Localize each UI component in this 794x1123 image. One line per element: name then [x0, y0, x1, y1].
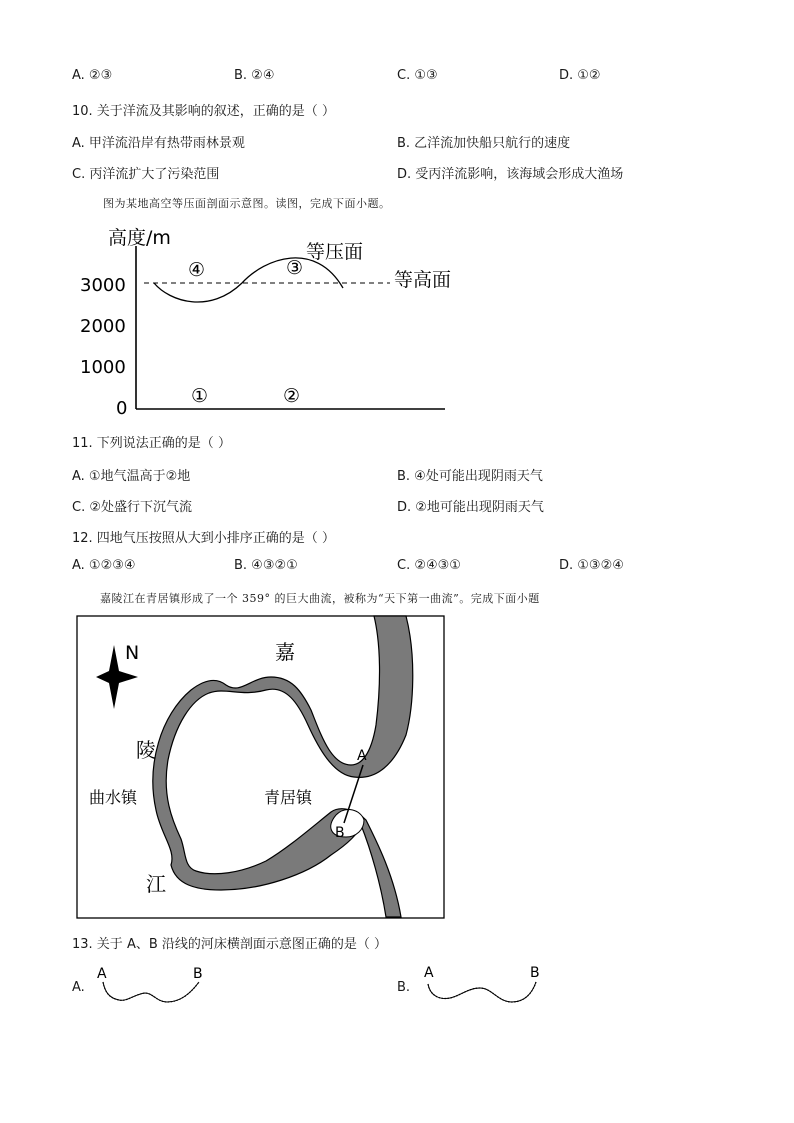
tick-0: 0 — [116, 398, 128, 419]
isobaric-profile-figure — [70, 222, 470, 422]
q10-option-d: D. 受丙洋流影响，该海域会形成大渔场 — [397, 167, 624, 182]
q12-option-a: A. ①②③④ — [72, 558, 136, 573]
q9-option-d: D. ①② — [559, 68, 601, 83]
profile-b-end-a: A — [424, 965, 434, 981]
point-b: B — [335, 825, 345, 841]
q11-option-d: D. ②地可能出现阴雨天气 — [397, 500, 544, 515]
town-qushui: 曲水镇 — [89, 788, 138, 807]
isobaric-label: 等压面 — [306, 241, 364, 263]
q13-option-a-profile — [95, 962, 215, 1006]
point-2: ② — [283, 385, 301, 407]
q12-option-b: B. ④③②① — [234, 558, 298, 573]
profile-b-end-b: B — [530, 965, 540, 981]
q12-option-c: C. ②④③① — [397, 558, 461, 573]
q10-option-a: A. 甲洋流沿岸有热带雨林景观 — [72, 136, 245, 151]
q10-stem: 10. 关于洋流及其影响的叙述，正确的是（ ） — [72, 104, 335, 119]
profile-a-end-b: B — [193, 966, 203, 982]
q13-option-b-label: B. — [397, 980, 411, 995]
isohypse-label: 等高面 — [394, 269, 452, 291]
q12-option-d: D. ①③②④ — [559, 558, 624, 573]
figure1-intro: 图为某地高空等压面剖面示意图。读图，完成下面小题。 — [103, 197, 391, 210]
point-3: ③ — [286, 257, 304, 279]
q13-stem: 13. 关于 A、B 沿线的河床横剖面示意图正确的是（ ） — [72, 937, 388, 952]
north-label: N — [125, 642, 140, 664]
river-char-jiang: 江 — [146, 872, 166, 896]
point-1: ① — [191, 385, 209, 407]
riverbed-line-a — [103, 982, 199, 1002]
q13-option-a-label: A. — [72, 980, 85, 995]
q11-stem: 11. 下列说法正确的是（ ） — [72, 436, 231, 451]
town-qingju: 青居镇 — [264, 788, 313, 807]
q11-option-b: B. ④处可能出现阴雨天气 — [397, 469, 543, 484]
tick-2000: 2000 — [80, 316, 126, 337]
q13-option-b-profile — [420, 962, 550, 1006]
q10-option-c: C. 丙洋流扩大了污染范围 — [72, 167, 220, 182]
q9-option-a: A. ②③ — [72, 68, 113, 83]
profile-a-end-a: A — [97, 966, 107, 982]
isobaric-curve — [154, 258, 343, 302]
tick-3000: 3000 — [80, 275, 126, 296]
meander-map — [76, 615, 446, 920]
q12-stem: 12. 四地气压按照从大到小排序正确的是（ ） — [72, 531, 335, 546]
q11-option-a: A. ①地气温高于②地 — [72, 469, 191, 484]
q11-option-c: C. ②处盛行下沉气流 — [72, 500, 192, 515]
tick-1000: 1000 — [80, 357, 126, 378]
q9-option-b: B. ②④ — [234, 68, 275, 83]
y-axis-label: 高度/m — [108, 227, 171, 249]
point-4: ④ — [188, 259, 206, 281]
point-a: A — [357, 748, 367, 764]
river-char-ling: 陵 — [136, 738, 156, 762]
figure2-intro: 嘉陵江在青居镇形成了一个 359° 的巨大曲流，被称为“天下第一曲流”。完成下面小题 — [100, 592, 540, 605]
riverbed-curve-a — [103, 982, 199, 1002]
river-char-jia: 嘉 — [275, 640, 295, 664]
riverbed-line-b — [428, 982, 536, 1002]
q10-option-b: B. 乙洋流加快船只航行的速度 — [397, 136, 571, 151]
q9-option-c: C. ①③ — [397, 68, 438, 83]
